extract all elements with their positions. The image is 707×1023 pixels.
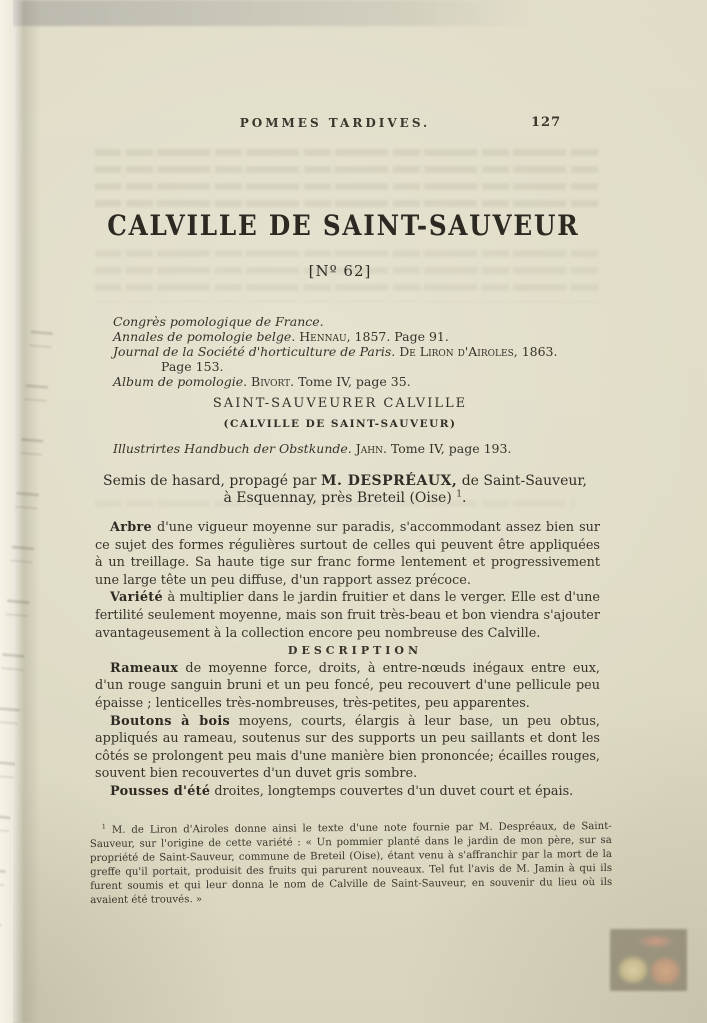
bib-author: De Liron d'Airoles, (395, 344, 518, 359)
bibliography-entry (113, 329, 613, 344)
paragraph-lead-word: Boutons à bois (110, 713, 231, 729)
section-heading-description: DESCRIPTION (287, 644, 423, 658)
bibliography-list (113, 314, 613, 389)
bib-author: Bivort. (247, 374, 295, 389)
bibliography-entry (113, 374, 613, 389)
bib-ref: Tome IV, page 193. (386, 441, 512, 456)
paragraph-text: de moyenne force, droits, à entre-nœuds inégaux entre eux, d'un rouge sanguin bruni et un peu foncé, peu recouvert d'une pellicule peu épaisse ; lenticelles très-nombreuses, très-petites, peu apparentes. (95, 660, 600, 711)
bib-author: Jahn. (351, 441, 387, 456)
bib-title: Journal de la Société d'horticulture de Paris. (113, 344, 396, 359)
paragraph-text: moyens, courts, élargis à leur base, un peu obtus, appliqués au rameau, soutenus sur des supports un peu saillants et dont les côtés se prolongent peu mais d'une manière bien prononcée; écailles rouges, souvent bien recouvertes d'un duvet gris sombre. (95, 713, 600, 782)
origin-text: Semis de hasard, propagé par (103, 473, 321, 489)
origin-line-1 (95, 473, 595, 490)
origin-text: à Esquennay, près Breteil (Oise) (223, 489, 457, 506)
book-top-edge-shadow (6, 0, 536, 26)
body-text (95, 519, 600, 801)
synonym-heading: SAINT-SAUVEURER CALVILLE (212, 396, 468, 411)
variety-title: CALVILLE DE SAINT-SAUVEUR (107, 209, 580, 242)
bib-ref: 1857. Page 91. (350, 329, 449, 344)
bibliography-entry (113, 344, 613, 359)
origin-text: . (462, 489, 467, 506)
footnote-text: M. de Liron d'Airoles donne ainsi le texte d'une note fournie par M. Despréaux, de Saint-Sauveur, sur l'origine de cette variété : « Un pommier planté dans le jardin de mon père, sur sa propriété de Saint-Sauveur, commune de Breteil (Oise), étant venu à s'affranchir par la mort de la greffe qu'il portait, produisit des fruits qui parurent nouveaux. Tel fut l'avis de M. Jamin à qui ils furent soumis et qui leur donna le nom de Calville de Saint-Sauveur, en souvenir du lieu où ils avaient été trouvés. » (89, 820, 613, 906)
bib-title: Illustrirtes Handbuch der Obstkunde. (113, 441, 352, 456)
origin-line-2 (95, 490, 595, 507)
paragraph-text: d'une vigueur moyenne sur paradis, s'accommodant assez bien sur ce sujet des formes régulières surtout de celles qui peuvent être appliquées à un treillage. Sa haute tige sur franc forme lentement et progressivement une large tête un peu diffuse, d'un rapport assez précoce. (95, 520, 600, 588)
bib-title: Congrès pomologique de France. (113, 314, 324, 329)
bibliography-entry-continuation (113, 359, 613, 374)
paragraph-variete (95, 589, 600, 642)
paragraph-arbre (95, 519, 600, 589)
paragraph-lead-word: Pousses d'été (110, 783, 211, 799)
footnote (90, 820, 613, 908)
footnote-reference-mark: 1 (456, 488, 463, 499)
paragraph-boutons (95, 713, 600, 783)
bib-author: Hennau, (295, 329, 351, 344)
paragraph-text: droites, longtemps couvertes d'un duvet court et épais. (210, 783, 574, 799)
origin-text: de Saint-Sauveur, (457, 473, 587, 489)
bib-ref: Tome IV, page 35. (294, 374, 411, 389)
bib-ref: Page 153. (161, 359, 224, 374)
paragraph-lead-word: Variété (110, 590, 163, 606)
bibliography-entry (113, 314, 613, 329)
apples-watermark-image (610, 929, 687, 991)
synonym-subheading: (CALVILLE DE SAINT-SAUVEUR) (223, 418, 457, 430)
ink-bleed-through-block (95, 149, 600, 211)
paragraph-pousses (95, 783, 600, 801)
footnote-marker: 1 (101, 822, 106, 831)
german-reference (113, 441, 613, 456)
paragraph-rameaux (95, 660, 600, 713)
page-number: 127 (531, 115, 562, 130)
paragraph-text: à multiplier dans le jardin fruitier et dans le verger. Elle est d'une fertilité seulement moyenne, mais son fruit très-beau et bon viendra s'ajouter avantageusement à la collection encore peu nombreuse des Calville. (95, 590, 600, 641)
origin-statement (95, 473, 595, 506)
paragraph-lead-word: Arbre (110, 520, 153, 535)
bib-ref: 1863. (517, 344, 558, 359)
paragraph-lead-word: Rameaux (110, 660, 179, 676)
variety-number: [Nº 62] (308, 262, 372, 280)
breeder-name: M. DESPRÉAUX, (320, 473, 458, 489)
bib-title: Annales de pomologie belge. (113, 329, 296, 344)
bib-title: Album de pomologie. (113, 374, 248, 389)
running-head: POMMES TARDIVES. (239, 116, 431, 130)
